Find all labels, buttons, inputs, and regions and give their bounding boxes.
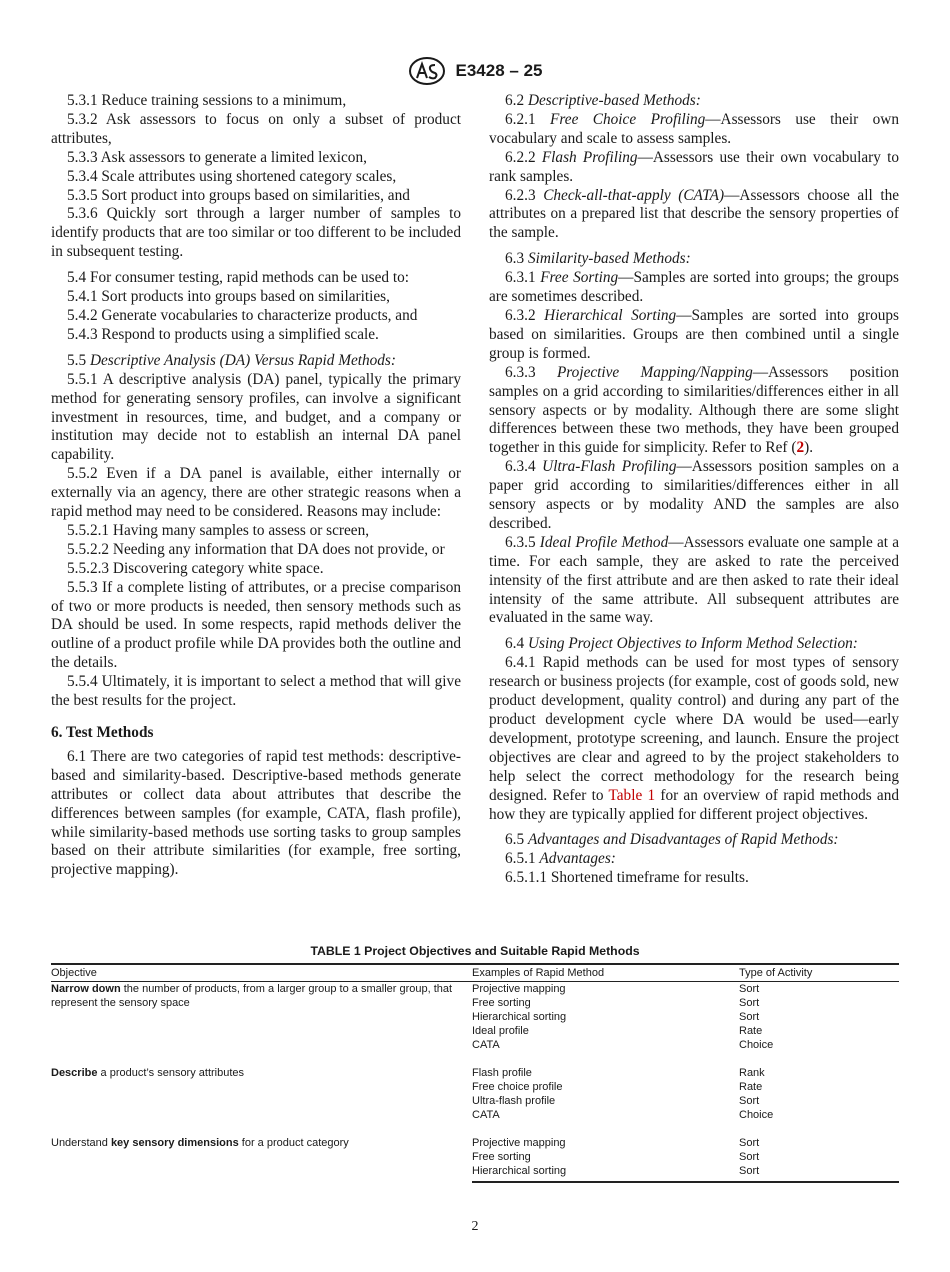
document-designation: E3428 – 25 — [455, 61, 543, 80]
section-title: Advantages: — [539, 850, 616, 868]
definition: —Samples are sorted into groups based on similarities. Groups are then combined until a single group is formed. — [489, 306, 899, 362]
section-number: 6.2.2 — [505, 148, 536, 166]
objective-text: for a product category — [238, 1137, 349, 1149]
objective-cell — [51, 982, 472, 1053]
column-header-activity: Type of Activity — [739, 964, 899, 982]
term: Free Choice Profiling — [550, 110, 706, 128]
section-number: 6.3.2 — [505, 306, 536, 324]
activity-cell: Sort — [739, 1164, 899, 1182]
paragraph-5-4-3: 5.4.3 Respond to products using a simplified scale. — [67, 325, 379, 343]
paragraph-6-2-2 — [489, 149, 899, 187]
method-cell: Free sorting — [472, 997, 531, 1009]
section-number: 6.3.5 — [505, 533, 536, 551]
column-header-method: Examples of Rapid Method — [472, 964, 739, 982]
table-row — [51, 982, 899, 997]
definition: —Assessors use their own vocabulary to rank samples. — [489, 148, 899, 185]
definition: —Assessors evaluate one sample at a time. For each sample, they are asked to rate the perceived intensity of the first attribute and are then asked to rate their ideal intensity of the same attribute. All subsequent attributes are evaluated in the same way. — [489, 533, 899, 627]
activity-cell: Sort — [739, 997, 760, 1009]
term: Ultra-Flash Profiling — [542, 458, 677, 476]
section-number: 6.5 — [505, 831, 525, 849]
activity-cell: Rank — [739, 1067, 765, 1079]
paragraph-text: 6.4.1 Rapid methods can be used for most types of sensory research or business projects (for example, cost of goods sold, new product development, quality control) and during any part of the product development cycle where DA would be used—early development, prototype screening, and launch. Ensure the project objectives are clear and agreed to by the project stakeholders to help select the correct methodology for the research being designed. Refer to — [489, 654, 899, 804]
objectives-table — [51, 963, 899, 1183]
term: Free Sorting — [540, 269, 619, 287]
paragraph-5-3-3: 5.3.3 Ask assessors to generate a limited lexicon, — [67, 148, 367, 166]
table-spacer-row — [51, 1122, 899, 1136]
section-heading-6: 6. Test Methods — [51, 724, 154, 741]
activity-cell: Choice — [739, 1039, 774, 1051]
paragraph-6-5-1 — [489, 850, 899, 869]
term: Check-all-that-apply (CATA) — [543, 186, 725, 204]
paragraph-5-5-2-2: 5.5.2.2 Needing any information that DA does not provide, or — [67, 540, 445, 558]
section-number: 6.5.1 — [505, 850, 536, 868]
paragraph-6-3-5 — [489, 534, 899, 629]
table-spacer-row — [51, 1052, 899, 1066]
paragraph-5-3-1: 5.3.1 Reduce training sessions to a minimum, — [67, 92, 347, 109]
section-number: 6.2.1 — [505, 110, 536, 128]
method-cell: Hierarchical sorting — [472, 1011, 567, 1023]
method-cell: Projective mapping — [472, 983, 566, 995]
paragraph-6-4 — [489, 635, 899, 654]
paragraph-5-3-5: 5.3.5 Sort product into groups based on similarities, and — [67, 186, 410, 204]
definition-end: ). — [804, 439, 814, 457]
definition: —Assessors use their own vocabulary and scale to assess samples. — [489, 110, 899, 147]
activity-cell: Rate — [739, 1025, 763, 1037]
paragraph-5-5-4: 5.5.4 Ultimately, it is important to select a method that will give the best results for the project. — [51, 673, 461, 710]
paragraph-5-4: 5.4 For consumer testing, rapid methods can be used to: — [67, 269, 409, 287]
paragraph-6-3 — [489, 250, 899, 269]
paragraph-5-5-2-3: 5.5.2.3 Discovering category white space. — [67, 559, 324, 577]
objective-text: the number of products, from a larger group to a smaller group, that represent the sensory space — [51, 983, 453, 1009]
paragraph-5-3-2: 5.3.2 Ask assessors to focus on only a subset of product attributes, — [51, 110, 461, 147]
spacer-cell — [51, 1122, 899, 1136]
paragraph-5-3-4: 5.3.4 Scale attributes using shortened category scales, — [67, 167, 397, 185]
objective-text: Understand — [51, 1137, 111, 1149]
activity-cell: Sort — [739, 1137, 760, 1149]
paragraph-6-3-4 — [489, 458, 899, 534]
method-cell: Ideal profile — [472, 1025, 529, 1037]
term: Flash Profiling — [541, 148, 638, 166]
section-number: 6.3 — [505, 250, 525, 268]
section-title: Similarity-based Methods: — [527, 250, 691, 268]
paragraph-6-2-1 — [489, 111, 899, 149]
section-title: Advantages and Disadvantages of Rapid Methods: — [527, 831, 839, 849]
paragraph-6-3-1 — [489, 269, 899, 307]
definition: —Samples are sorted into groups; the groups are sometimes described. — [489, 269, 899, 306]
astm-logo-icon — [408, 56, 446, 86]
method-cell: Flash profile — [472, 1067, 532, 1079]
term: Hierarchical Sorting — [544, 306, 677, 324]
section-title: Descriptive Analysis (DA) Versus Rapid Methods: — [89, 351, 396, 369]
table-row — [51, 1136, 899, 1150]
section-number: 6.3.1 — [505, 269, 536, 287]
right-column — [489, 92, 899, 888]
left-column — [51, 92, 461, 880]
paragraph-6-4-1 — [489, 654, 899, 824]
definition: —Assessors position samples on a paper grid according to similarities/differences either in all sensory aspects or by modality AND the samples are also described. — [489, 458, 900, 532]
activity-cell: Sort — [739, 1011, 760, 1023]
method-cell: Projective mapping — [472, 1137, 566, 1149]
table-header-row — [51, 964, 899, 982]
method-cell: CATA — [472, 1109, 500, 1121]
paragraph-6-2-3 — [489, 187, 899, 244]
method-cell: Ultra-flash profile — [472, 1095, 556, 1107]
reference-link[interactable]: 2 — [796, 439, 805, 457]
table-title: TABLE 1 Project Objectives and Suitable Rapid Methods — [310, 944, 640, 958]
paragraph-6-1: 6.1 There are two categories of rapid test methods: descriptive-based and similarity-based. Descriptive-based methods generate attributes or collect data about attributes that describe the differences between samples (for example, CATA, flash profile), while similarity-based methods use sorting tasks to group samples based on their attribute similarities (for example, free sorting, projective mapping). — [51, 747, 461, 879]
paragraph-5-5-2-1: 5.5.2.1 Having many samples to assess or screen, — [67, 521, 370, 539]
paragraph-5-5-2: 5.5.2 Even if a DA panel is available, either internally or externally via an agency, there are other strategic reasons when a rapid method may need to be considered. Reasons may include: — [51, 465, 461, 521]
objective-text: a product’s sensory attributes — [97, 1067, 245, 1079]
section-title: Descriptive-based Methods: — [527, 92, 701, 109]
paragraph-6-5-1-1: 6.5.1.1 Shortened timeframe for results. — [505, 869, 749, 887]
objective-keyword: Narrow down — [51, 983, 121, 995]
activity-cell: Sort — [739, 1095, 760, 1107]
activity-cell: Sort — [739, 983, 760, 995]
paragraph-text: for an overview of rapid methods and how they are typically applied for different project objectives. — [489, 786, 900, 823]
method-cell: CATA — [472, 1039, 500, 1051]
spacer-cell — [51, 1052, 899, 1066]
section-number: 6.3.4 — [505, 458, 536, 476]
objective-cell — [51, 1066, 472, 1122]
section-number: 6.3.3 — [505, 363, 536, 381]
section-title: Using Project Objectives to Inform Method Selection: — [527, 635, 858, 653]
term: Ideal Profile Method — [539, 533, 669, 551]
paragraph-5-5 — [51, 352, 461, 371]
method-cell: Free sorting — [472, 1151, 531, 1163]
term: Projective Mapping/Napping — [556, 363, 753, 381]
table-1-link[interactable]: Table 1 — [608, 786, 656, 804]
paragraph-5-4-1: 5.4.1 Sort products into groups based on similarities, — [67, 288, 390, 306]
paragraph-5-3-6: 5.3.6 Quickly sort through a larger number of samples to identify products that are too similar or too different to be included in subsequent testing. — [51, 205, 461, 261]
paragraph-6-2 — [489, 92, 899, 111]
paragraph-5-5-1: 5.5.1 A descriptive analysis (DA) panel, typically the primary method for generating sensory profiles, can involve a significant investment in resources, time, and budget, and a company or institution may decide not to establish an internal DA panel capability. — [51, 370, 461, 464]
objective-keyword: key sensory dimensions — [110, 1137, 239, 1149]
page-number: 2 — [471, 1219, 479, 1234]
column-header-objective: Objective — [51, 964, 472, 982]
paragraph-5-5-3: 5.5.3 If a complete listing of attributes, or a precise comparison of two or more products is needed, then sensory methods such as DA should be used. In some respects, rapid methods deliver the outline of a product profile while DA provides both the outline and the details. — [51, 578, 461, 672]
section-number: 6.4 — [505, 635, 525, 653]
activity-cell: Sort — [739, 1151, 760, 1163]
table-1 — [51, 944, 899, 1183]
section-number: 5.5 — [67, 351, 87, 369]
objective-keyword: Describe — [51, 1067, 98, 1079]
paragraph-5-4-2: 5.4.2 Generate vocabularies to characterize products, and — [67, 306, 418, 324]
method-cell: Hierarchical sorting — [472, 1164, 739, 1182]
definition: —Assessors position samples on a grid according to similarities/differences either in all sensory aspects or by modality. Although there are some slight differences between these two methods, they have been grouped together in this guide for simplicity. Refer to Ref ( — [489, 363, 900, 457]
section-number: 6.2.3 — [505, 186, 536, 204]
paragraph-6-3-3 — [489, 364, 899, 459]
definition: —Assessors choose all the attributes on a prepared list that describe the sensory properties of the sample. — [489, 186, 900, 242]
table-row — [51, 1066, 899, 1080]
activity-cell: Rate — [739, 1081, 763, 1093]
page-header — [0, 56, 950, 86]
method-cell: Free choice profile — [472, 1081, 563, 1093]
paragraph-6-3-2 — [489, 307, 899, 364]
objective-cell — [51, 1136, 472, 1182]
paragraph-6-5 — [489, 831, 899, 850]
section-number: 6.2 — [505, 92, 525, 109]
activity-cell: Choice — [739, 1109, 774, 1121]
